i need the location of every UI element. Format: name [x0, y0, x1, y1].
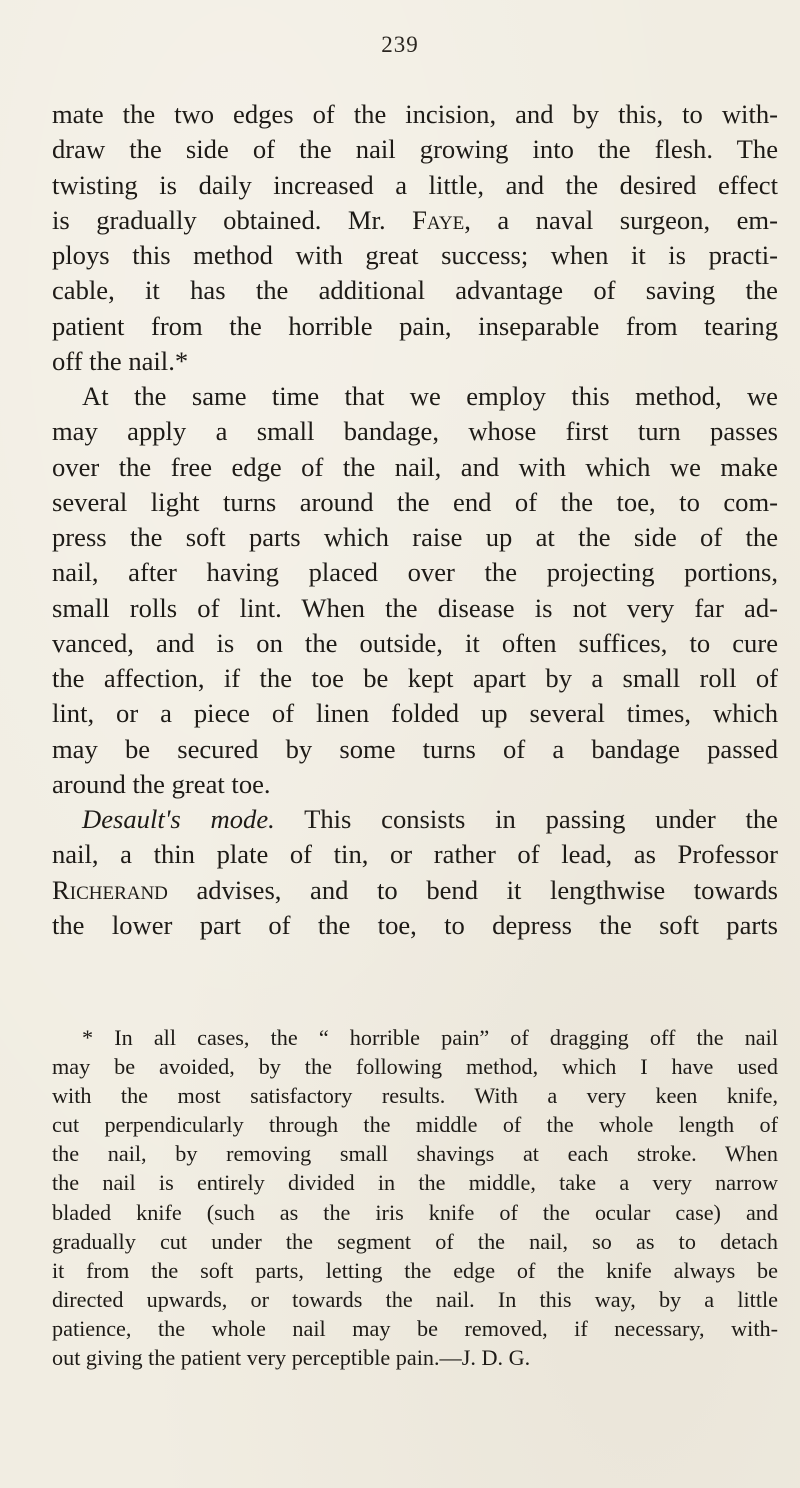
- text-line: twisting is daily increased a little, and the desired effect: [52, 169, 778, 200]
- text-line: mate the two edges of the incision, and by this, to with-: [52, 99, 778, 129]
- text-line: vanced, and is on the outside, it often suffices, to cure: [52, 627, 778, 658]
- text-line: nail, after having placed over the projecting portions,: [52, 557, 778, 588]
- text-line: [52, 873, 778, 908]
- footnote-line: gradually cut under the segment of the nail, so as to detach: [52, 1228, 778, 1254]
- text-segment: , a naval surgeon, em-: [464, 204, 778, 235]
- footnote-line: with the most satisfactory results. With a very keen knife,: [52, 1083, 778, 1109]
- text-line: around the great toe.: [52, 768, 271, 799]
- footnote-line: may be avoided, by the following method, which I have used: [52, 1054, 778, 1080]
- text-line: At the same time that we employ this method, we: [82, 381, 778, 411]
- footnote: [52, 1023, 778, 1372]
- text-line: nail, a thin plate of tin, or rather of lead, as Professor: [52, 839, 778, 870]
- text-line: may apply a small bandage, whose first turn passes: [52, 416, 778, 447]
- footnote-line: bladed knife (such as the iris knife of the ocular case) and: [52, 1199, 778, 1225]
- text-line: several light turns around the end of the toe, to com-: [52, 486, 778, 517]
- text-line: draw the side of the nail growing into the flesh. The: [52, 134, 778, 165]
- text-line: small rolls of lint. When the disease is not very far ad-: [52, 592, 778, 623]
- footnote-line: the nail is entirely divided in the middle, take a very narrow: [52, 1170, 778, 1196]
- text-line: [52, 802, 778, 837]
- text-segment: is gradually obtained. Mr.: [52, 204, 413, 235]
- text-line: the affection, if the toe be kept apart by a small roll of: [52, 663, 778, 693]
- text-line: lint, or a piece of linen folded up several times, which: [52, 698, 778, 729]
- section-heading: Desault's mode.: [82, 804, 275, 834]
- footnote-line: cut perpendicularly through the middle of the whole length of: [52, 1112, 778, 1138]
- text-line: ploys this method with great success; when it is practi-: [52, 240, 778, 270]
- professor-name: Richerand: [52, 874, 168, 905]
- page-number: 239: [381, 32, 419, 57]
- text-line: may be secured by some turns of a bandage passed: [52, 733, 778, 764]
- surgeon-name: Faye: [412, 204, 465, 235]
- text-line: [52, 203, 778, 238]
- text-line: patient from the horrible pain, inseparable from tearing: [52, 310, 778, 341]
- footnote-line: patience, the whole nail may be removed, if necessary, with-: [52, 1315, 778, 1341]
- footnote-line: the nail, by removing small shavings at each stroke. When: [52, 1141, 778, 1167]
- main-text: [52, 97, 778, 943]
- text-segment: advises, and to bend it lengthwise towards: [167, 874, 778, 905]
- footnote-line: out giving the patient very perceptible pain.—J. D. G.: [52, 1345, 531, 1371]
- footnote-line: directed upwards, or towards the nail. In this way, by a little: [52, 1286, 778, 1312]
- text-line: off the nail.*: [52, 345, 189, 376]
- text-line: the lower part of the toe, to depress the soft parts: [52, 909, 778, 940]
- footnote-line: * In all cases, the “ horrible pain” of dragging off the nail: [82, 1025, 778, 1050]
- text-segment: This consists in passing under the: [274, 804, 778, 834]
- text-line: cable, it has the additional advantage of saving the: [52, 275, 778, 306]
- text-line: press the soft parts which raise up at the side of the: [52, 522, 778, 552]
- footnote-line: it from the soft parts, letting the edge of the knife always be: [52, 1257, 778, 1283]
- text-line: over the free edge of the nail, and with which we make: [52, 451, 778, 482]
